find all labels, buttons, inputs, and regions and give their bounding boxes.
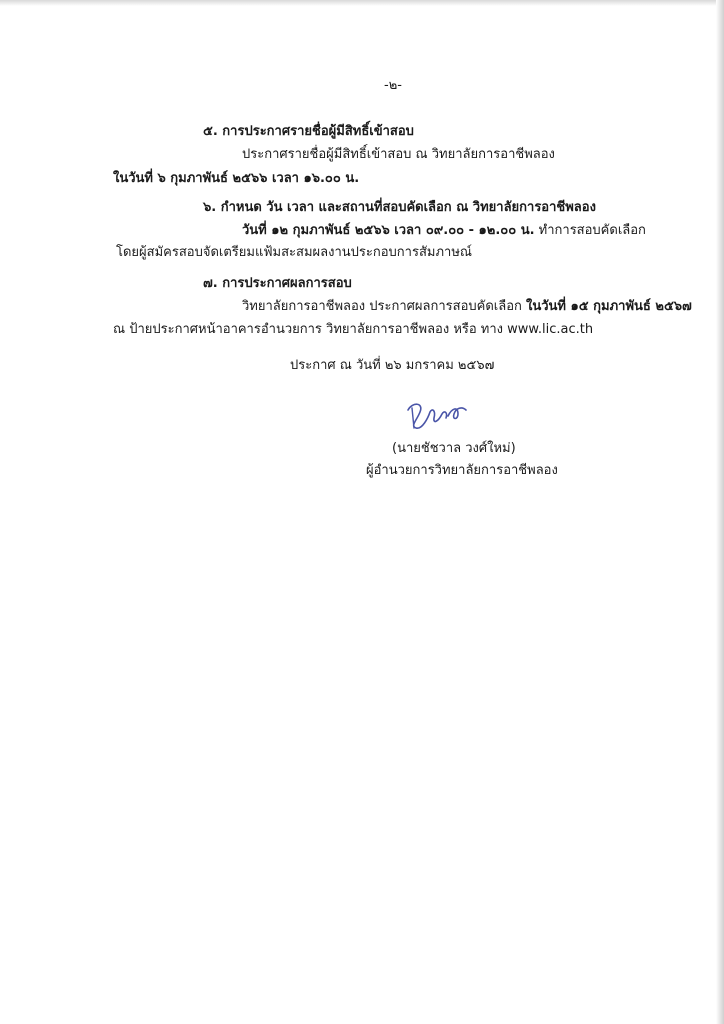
section-6-exam-datetime: วันที่ ๑๒ กุมภาพันธ์ ๒๕๖๖ เวลา ๐๙.๐๐ - ๑๒.๐๐ น. bbox=[242, 223, 535, 238]
page-number: -๒- bbox=[384, 78, 402, 93]
section-5-line-1: ประกาศรายชื่อผู้มีสิทธิ์เข้าสอบ ณ วิทยาลัยการอาชีพลอง bbox=[242, 147, 555, 162]
section-7-line-1 bbox=[242, 299, 692, 315]
scan-edge-top bbox=[0, 0, 724, 6]
section-7-heading: ๗. การประกาศผลการสอบ bbox=[203, 276, 352, 291]
section-6-line-1 bbox=[242, 223, 646, 239]
section-7-line-2: ณ ป้ายประกาศหน้าอาคารอำนวยการ วิทยาลัยการอาชีพลอง หรือ ทาง www.lic.ac.th bbox=[113, 322, 594, 337]
signer-name: (นายชัชวาล วงศ์ใหม่) bbox=[392, 441, 516, 456]
section-7-result-text: วิทยาลัยการอาชีพลอง ประกาศผลการสอบคัดเลือก bbox=[242, 299, 527, 314]
handwritten-signature bbox=[402, 398, 472, 434]
section-6-line-2: โดยผู้สมัครสอบจัดเตรียมแฟ้มสะสมผลงานประกอบการสัมภาษณ์ bbox=[116, 245, 472, 260]
section-5-line-2: ในวันที่ ๖ กุมภาพันธ์ ๒๕๖๖ เวลา ๑๖.๐๐ น. bbox=[113, 171, 360, 186]
signer-position: ผู้อำนวยการวิทยาลัยการอาชีพลอง bbox=[366, 463, 558, 478]
announcement-date: ประกาศ ณ วันที่ ๒๖ มกราคม ๒๕๖๗ bbox=[290, 358, 495, 373]
section-6-heading: ๖. กำหนด วัน เวลา และสถานที่สอบคัดเลือก ณ วิทยาลัยการอาชีพลอง bbox=[203, 200, 596, 215]
section-6-exam-action: ทำการสอบคัดเลือก bbox=[534, 223, 646, 238]
scan-edge-right bbox=[716, 0, 724, 1024]
section-7-result-date: ในวันที่ ๑๕ กุมภาพันธ์ ๒๕๖๗ bbox=[526, 299, 692, 314]
section-5-heading: ๕. การประกาศรายชื่อผู้มีสิทธิ์เข้าสอบ bbox=[203, 124, 414, 139]
